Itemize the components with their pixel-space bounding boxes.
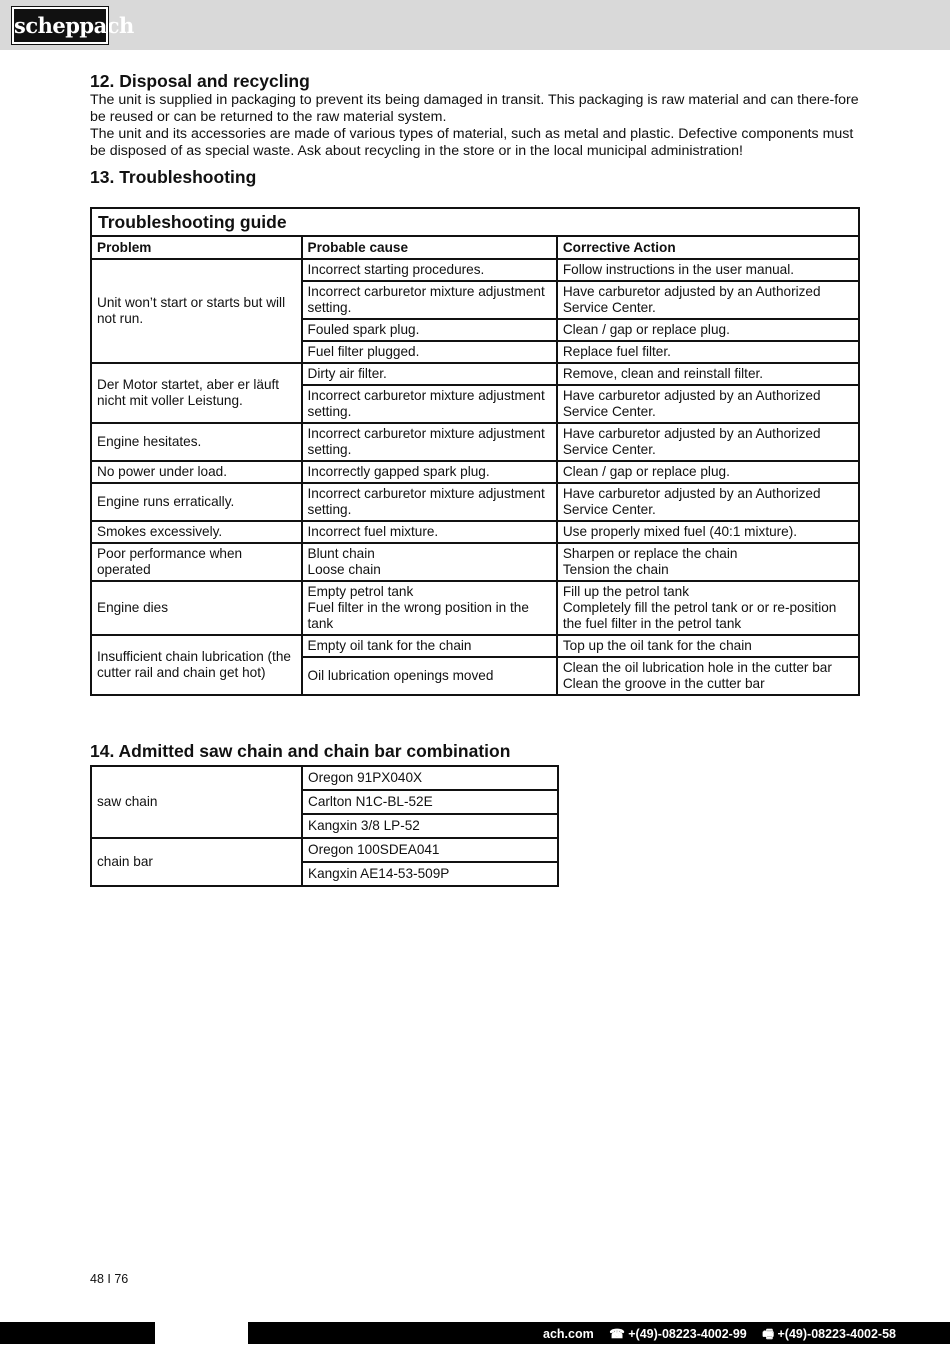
chain-bar-label: chain bar — [91, 838, 302, 886]
table-row — [91, 483, 859, 521]
cause-cell: Incorrect starting procedures. — [302, 259, 557, 281]
page-number: 48 I 76 — [90, 1272, 129, 1286]
header-problem: Problem — [91, 236, 302, 259]
problem-cell: No power under load. — [91, 461, 302, 483]
disposal-heading: 12. Disposal and recycling — [90, 71, 310, 91]
footer-web: ach.com — [543, 1327, 594, 1341]
chain-bar-model: Oregon 100SDEA041 — [302, 838, 558, 862]
table-row — [91, 581, 859, 635]
cause-cell: Empty petrol tank Fuel filter in the wrong position in the tank — [302, 581, 557, 635]
chain-combination-table — [90, 765, 559, 887]
saw-chain-label: saw chain — [91, 766, 302, 838]
action-cell: Have carburetor adjusted by an Authorized Service Center. — [557, 423, 859, 461]
cause-cell: Oil lubrication openings moved — [302, 657, 557, 695]
action-cell: Clean the oil lubrication hole in the cutter bar Clean the groove in the cutter bar — [557, 657, 859, 695]
saw-chain-model: Carlton N1C-BL-52E — [302, 790, 558, 814]
action-cell: Have carburetor adjusted by an Authorized Service Center. — [557, 483, 859, 521]
cause-cell: Fouled spark plug. — [302, 319, 557, 341]
problem-cell: Smokes excessively. — [91, 521, 302, 543]
problem-cell: Der Motor startet, aber er läuft nicht mit voller Leistung. — [91, 363, 302, 423]
chain-combination-heading: 14. Admitted saw chain and chain bar combination — [90, 741, 511, 761]
disposal-paragraph-1: The unit is supplied in packaging to prevent its being damaged in transit. This packaging is raw material and can there-fore be reused or can be returned to the raw material system. — [90, 92, 859, 125]
header-action: Corrective Action — [557, 236, 859, 259]
table-row — [91, 259, 859, 281]
action-cell: Follow instructions in the user manual. — [557, 259, 859, 281]
action-cell: Top up the oil tank for the chain — [557, 635, 859, 657]
problem-cell: Engine runs erratically. — [91, 483, 302, 521]
action-cell: Replace fuel filter. — [557, 341, 859, 363]
table-row — [91, 635, 859, 657]
action-cell: Clean / gap or replace plug. — [557, 461, 859, 483]
cause-cell: Incorrectly gapped spark plug. — [302, 461, 557, 483]
table-row — [91, 521, 859, 543]
footer-phone: ☎ +(49)-08223-4002-99 — [609, 1327, 747, 1341]
action-cell: Use properly mixed fuel (40:1 mixture). — [557, 521, 859, 543]
troubleshooting-heading: 13. Troubleshooting — [90, 167, 257, 187]
footer-contact — [531, 1325, 896, 1346]
footer-gap — [155, 1322, 248, 1344]
table-row — [91, 543, 859, 581]
cause-cell: Incorrect carburetor mixture adjustment setting. — [302, 385, 557, 423]
problem-cell: Engine dies — [91, 581, 302, 635]
scheppach-logo: scheppach — [12, 7, 108, 44]
cause-cell: Fuel filter plugged. — [302, 341, 557, 363]
table-row — [91, 461, 859, 483]
cause-cell: Incorrect carburetor mixture adjustment setting. — [302, 281, 557, 319]
table-row — [91, 363, 859, 385]
header-cause: Probable cause — [302, 236, 557, 259]
action-cell: Remove, clean and reinstall filter. — [557, 363, 859, 385]
section-chain-combination — [90, 741, 510, 762]
header-bar — [0, 0, 950, 50]
cause-cell: Incorrect carburetor mixture adjustment setting. — [302, 423, 557, 461]
problem-cell: Unit won’t start or starts but will not run. — [91, 259, 302, 363]
table-row — [91, 766, 558, 790]
action-cell: Clean / gap or replace plug. — [557, 319, 859, 341]
problem-cell: Engine hesitates. — [91, 423, 302, 461]
footer-bar — [0, 1322, 950, 1344]
chain-bar-model: Kangxin AE14-53-509P — [302, 862, 558, 886]
disposal-paragraph-2: The unit and its accessories are made of various types of material, such as metal and plastic. Defective components must be disposed of as special waste. Ask about recycling in the store or in the local municipal administration! — [90, 126, 854, 159]
problem-cell: Poor performance when operated — [91, 543, 302, 581]
problem-cell: Insufficient chain lubrication (the cutter rail and chain get hot) — [91, 635, 302, 695]
section-disposal — [90, 71, 860, 160]
action-cell: Have carburetor adjusted by an Authorized Service Center. — [557, 385, 859, 423]
action-cell: Fill up the petrol tank Completely fill the petrol tank or or re-position the fuel filter in the petrol tank — [557, 581, 859, 635]
troubleshooting-table — [90, 207, 860, 696]
footer-fax: 🖷 +(49)-08223-4002-58 — [762, 1327, 896, 1341]
cause-cell: Dirty air filter. — [302, 363, 557, 385]
saw-chain-model: Oregon 91PX040X — [302, 766, 558, 790]
cause-cell: Incorrect carburetor mixture adjustment setting. — [302, 483, 557, 521]
cause-cell: Blunt chain Loose chain — [302, 543, 557, 581]
table-row — [91, 838, 558, 862]
section-troubleshooting — [90, 167, 256, 188]
cause-cell: Incorrect fuel mixture. — [302, 521, 557, 543]
action-cell: Sharpen or replace the chain Tension the chain — [557, 543, 859, 581]
table-title: Troubleshooting guide — [91, 208, 859, 236]
table-row — [91, 423, 859, 461]
cause-cell: Empty oil tank for the chain — [302, 635, 557, 657]
action-cell: Have carburetor adjusted by an Authorized Service Center. — [557, 281, 859, 319]
saw-chain-model: Kangxin 3/8 LP-52 — [302, 814, 558, 838]
